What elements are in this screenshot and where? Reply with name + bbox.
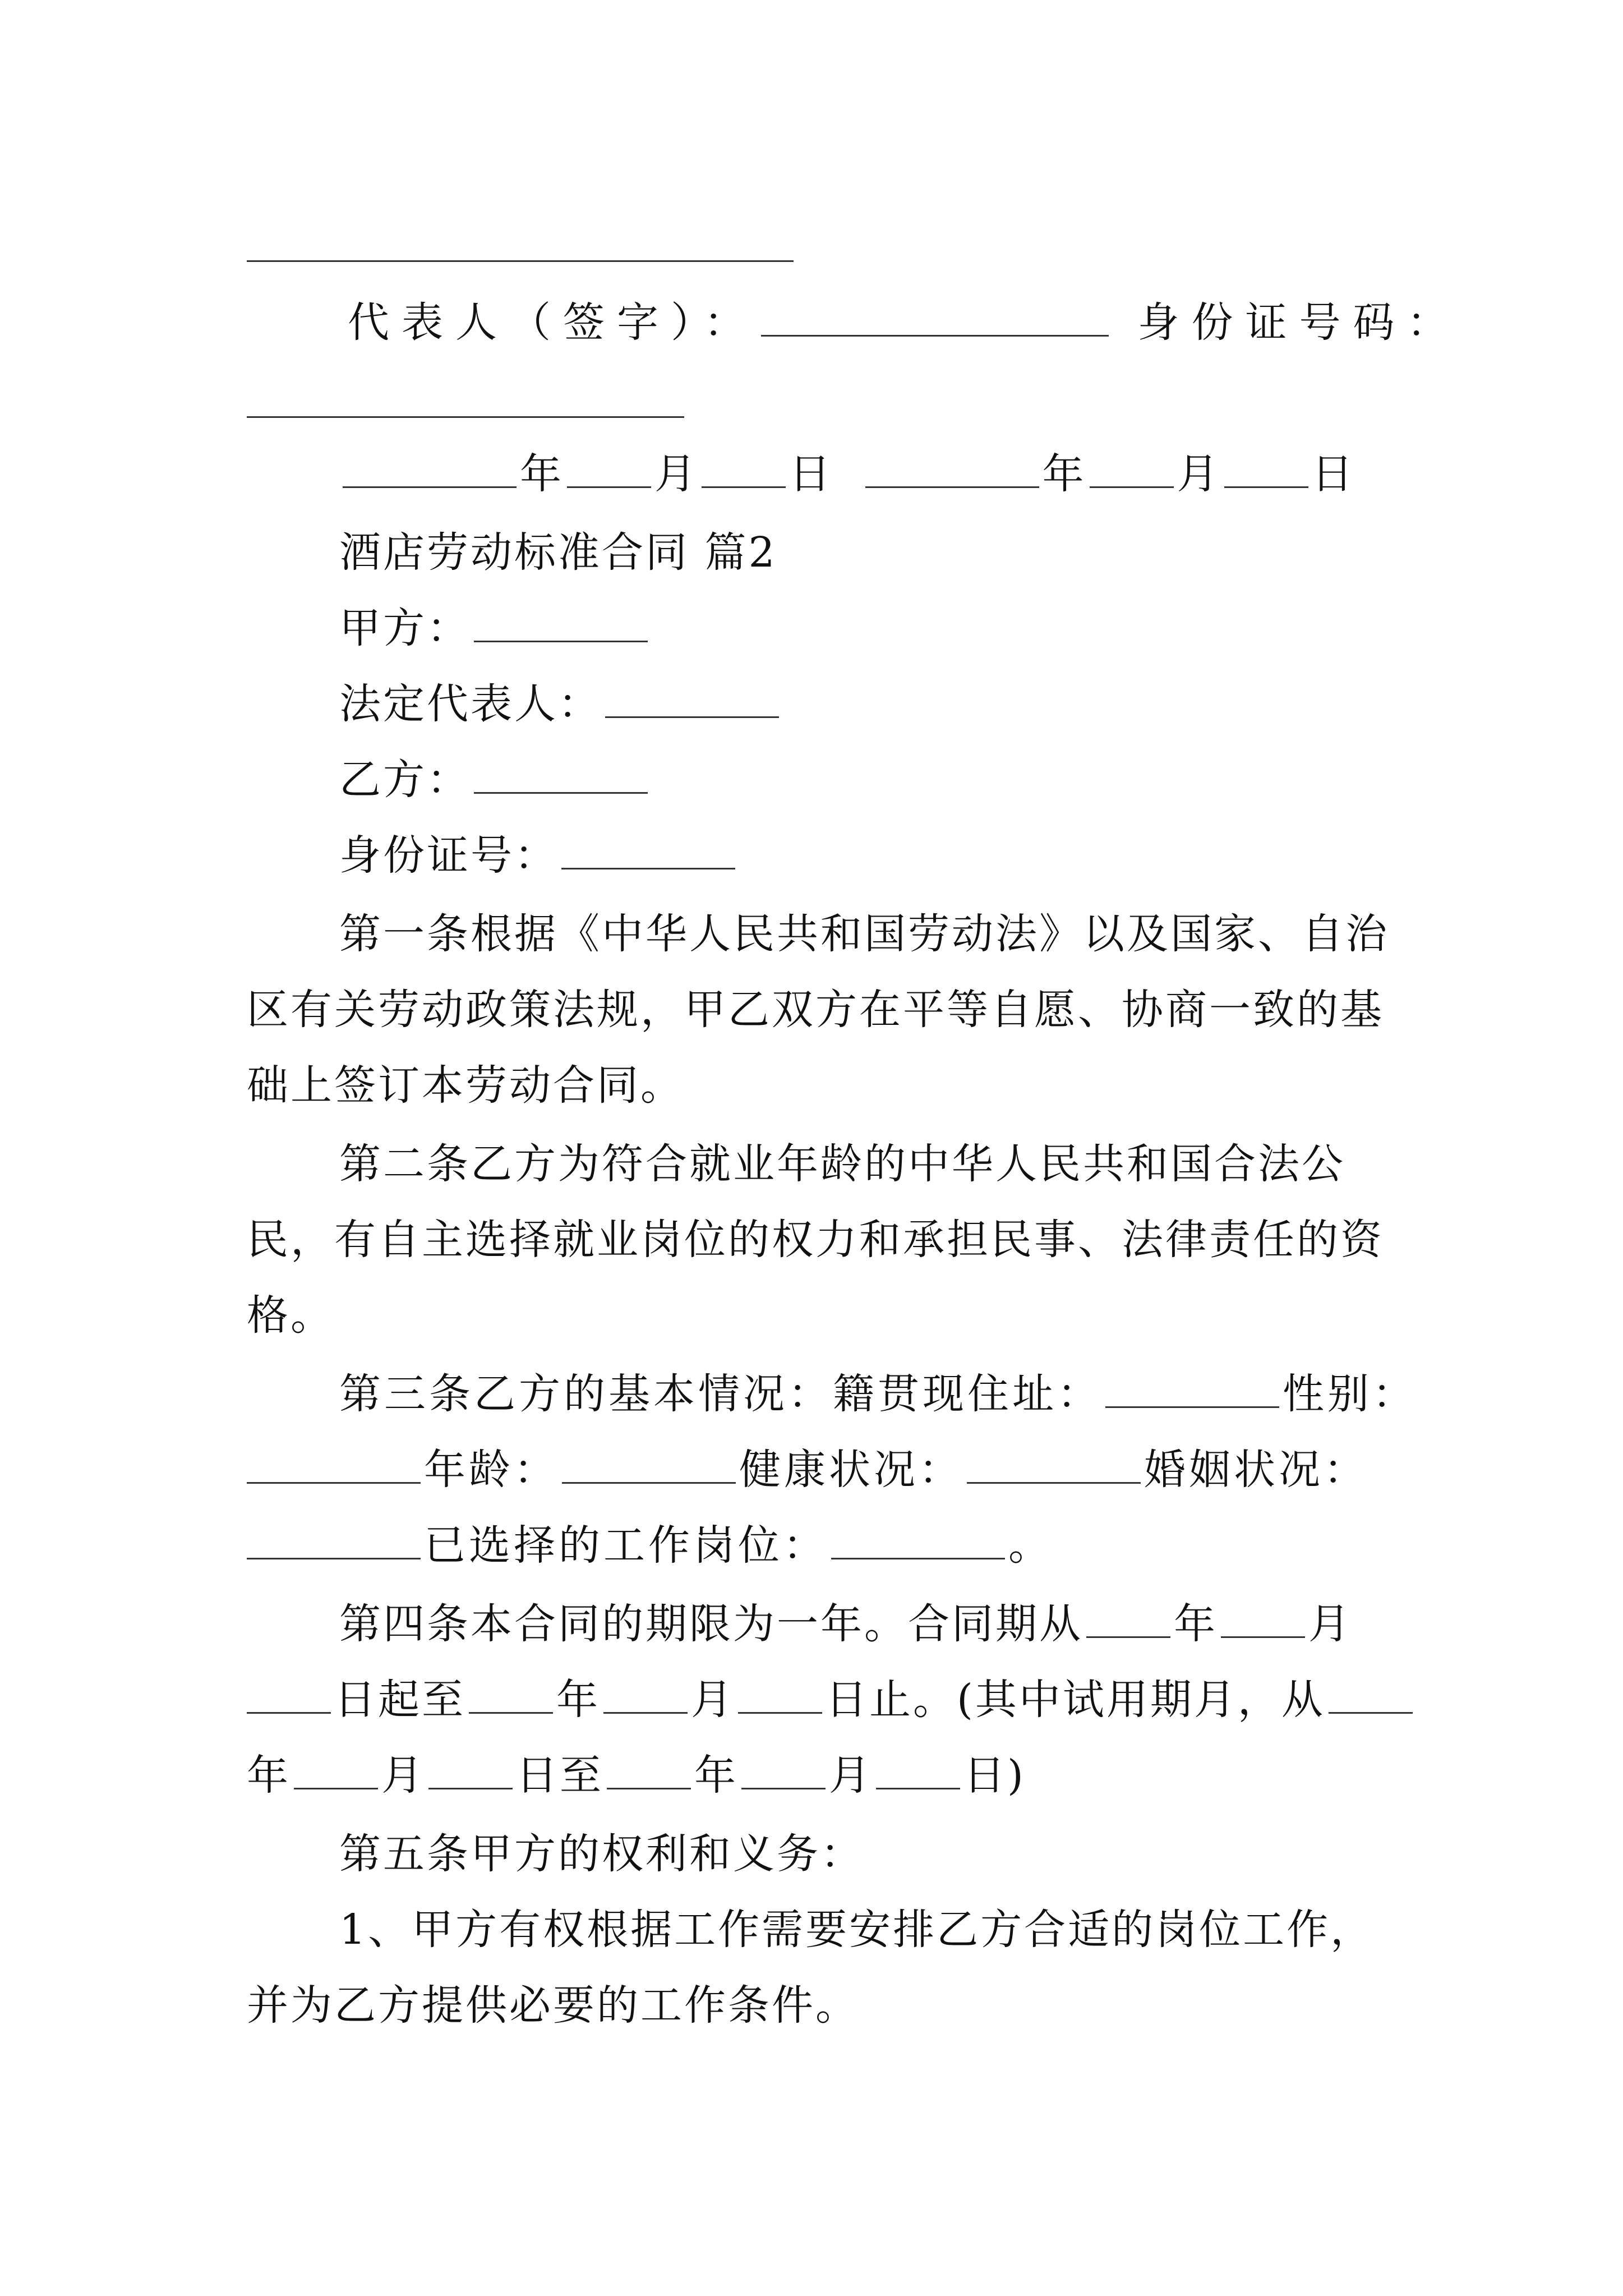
- article1-line1: 第一条根据《中华人民共和国劳动法》以及国家、自治: [339, 910, 1389, 958]
- article4-line1: 第四条本合同的期限为一年。合同期从 年 月: [339, 1600, 1352, 1648]
- article5-item1-line1: 1、甲方有权根据工作需要安排乙方合适的岗位工作，: [339, 1906, 1375, 1954]
- party-a-line: 甲方：: [339, 597, 651, 659]
- id-number-label: 身份证号码：: [1137, 298, 1461, 347]
- article3-line3: 已选择的工作岗位： 。: [247, 1515, 1053, 1576]
- party-b-blank: [474, 757, 648, 794]
- article1-line3: 础上签订本劳动合同。: [247, 1061, 684, 1110]
- representative-line: [348, 292, 1461, 353]
- article4-line2: 日起至 年 月 日止。(其中试用期月，从: [247, 1669, 1416, 1731]
- article3-line2: 年龄： 健康状况： 婚姻状况：: [247, 1439, 1368, 1501]
- party-a-blank: [474, 606, 648, 642]
- article2-line3: 格。: [247, 1291, 334, 1340]
- article4-line3: 年 月 日至 年 月 日): [247, 1751, 1026, 1800]
- article2-line1: 第二条乙方为符合就业年龄的中华人民共和国合法公: [339, 1140, 1345, 1188]
- article5-title: 第五条甲方的权利和义务：: [339, 1830, 864, 1878]
- legal-rep-blank: [605, 682, 779, 718]
- signature-date-line: 年 月 日 年 月 日: [339, 443, 1355, 505]
- id-number-line: 身份证号：: [339, 825, 739, 886]
- signature-rule: [247, 260, 794, 262]
- article3-line1: 第三条乙方的基本情况：籍贯现住址： 性别：: [339, 1370, 1417, 1418]
- article2-line2: 民，有自主选择就业岗位的权力和承担民事、法律责任的资: [247, 1216, 1384, 1264]
- representative-signature-blank: [761, 300, 1109, 337]
- section-title: 酒店劳动标准合同 篇2: [339, 528, 777, 577]
- id-number-blank: [561, 833, 735, 869]
- id-number-rule: [247, 416, 684, 418]
- party-b-line: 乙方：: [339, 749, 651, 811]
- legal-rep-line: 法定代表人：: [339, 673, 782, 735]
- article1-line2: 区有关劳动政策法规，甲乙双方在平等自愿、协商一致的基: [247, 986, 1384, 1034]
- representative-label: 代表人（签字）：: [348, 298, 758, 347]
- article5-item1-line2: 并为乙方提供必要的工作条件。: [247, 1981, 859, 2030]
